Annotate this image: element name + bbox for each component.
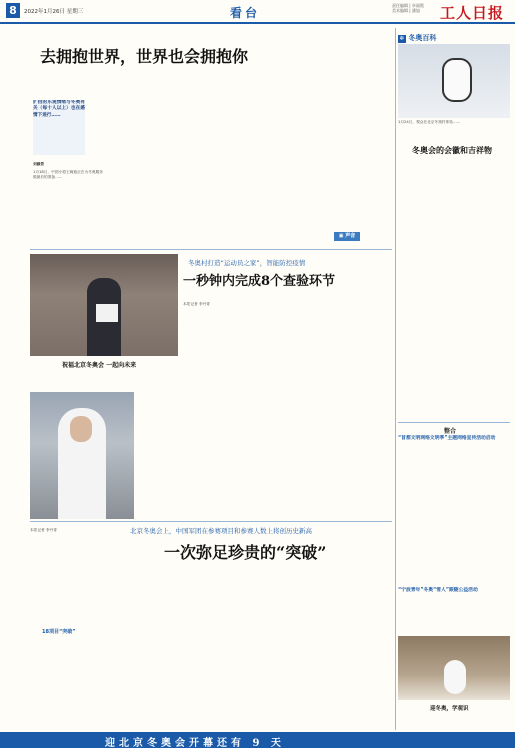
bottom-body-col-1: 本报记者 李丹青 [30, 528, 57, 532]
voice-column-label: 声音 [345, 233, 356, 239]
bottom-body-col-2 [102, 570, 172, 728]
masthead [0, 0, 515, 24]
middle-body-col-2 [256, 302, 324, 517]
news-item-1-body [398, 450, 510, 510]
news-item-2-title: “宁波青年”冬奥“雪人”跟随公益活动 [398, 588, 478, 593]
volunteer-photo [30, 254, 178, 356]
mascot-figure [442, 58, 472, 102]
newspaper-logo: 工人日报 [440, 4, 505, 22]
bottom-body-col-3 [176, 570, 246, 728]
top-body-col-5 [330, 34, 392, 248]
right-divider-1 [398, 422, 510, 423]
mascot-photo-caption: 1月24日，观众在北京冬奥村体验…… [398, 120, 461, 124]
middle-body-col-1: 本报记者 李丹青 [183, 302, 210, 306]
countdown-text: 迎北京冬奥会开幕还有 9 天 [105, 738, 285, 748]
snowman-photo [398, 636, 510, 700]
bottom-headline: 一次弥足珍贵的“突破” [164, 543, 327, 562]
editor-credits: 责任编辑 | 卓丽霞 美术编辑 | 潘旭 [392, 3, 424, 13]
emblem-headline: 冬奥会的会徽和吉祥物 [412, 145, 492, 155]
news-item-1-title: “首都文明网络文明季”主题网络宣传活动启动 [398, 436, 496, 441]
snowman-photo-caption: 迎冬奥，学观识 [430, 706, 469, 712]
encyclopedia-title-text: 冬奥百科 [408, 34, 437, 42]
bottom-kicker: 北京冬奥会上，中国军团在参赛项目和参赛人数上将创历史新高 [130, 527, 312, 535]
issue-date: 2022年1月26日 星期三 [24, 9, 84, 15]
bottom-body-col-5 [324, 570, 392, 728]
middle-kicker: 冬奥村打造“运动员之家”，智能防控疫情 [188, 259, 306, 267]
voice-column-tag [334, 232, 360, 241]
bottom-body-col-4 [250, 570, 320, 728]
middle-divider [30, 521, 392, 522]
snowman-figure [444, 660, 466, 694]
middle-body-col-3 [329, 254, 393, 517]
top-body-col-1: 1月18日，中国小将王婉迪正在为冬奥服务做最后的准备…… [33, 170, 103, 180]
section-title: 看台 [230, 6, 261, 20]
middle-headline: 一秒钟内完成8个查验环节 [183, 274, 336, 289]
news-item-2-body [398, 598, 510, 634]
bottom-subhead: 18项目“突破” [42, 629, 76, 635]
top-divider [30, 249, 392, 250]
voice-icon: ▣ [338, 233, 346, 239]
middle-left-col [138, 392, 180, 522]
snowflake-icon: ❄ [399, 35, 405, 42]
mascot-photo [398, 44, 510, 118]
countdown-banner [0, 732, 515, 748]
emblem-article-body [398, 158, 510, 418]
top-body-col-3 [186, 92, 259, 243]
athlete-face [70, 416, 92, 442]
masked-athlete-photo [30, 392, 134, 519]
photo-caption-text [30, 372, 178, 386]
top-intro: 扩招的乐观情绪与冬奥有关（每十人以上）也在感情下进行…… [33, 100, 85, 155]
top-headline: 去拥抱世界，世界也会拥抱你 [40, 47, 249, 66]
top-body-col-2 [108, 92, 181, 243]
top-body-col-4 [262, 34, 326, 214]
photo-sign [96, 304, 118, 322]
integration-box-label: 整合 [444, 428, 457, 435]
page-number: 8 [6, 3, 20, 18]
top-author: 刘源依 [33, 162, 45, 166]
encyclopedia-column-title [398, 33, 436, 43]
volunteer-photo-caption: 祝福北京冬奥会 一起向未来 [62, 362, 137, 369]
right-column-divider [395, 28, 396, 730]
